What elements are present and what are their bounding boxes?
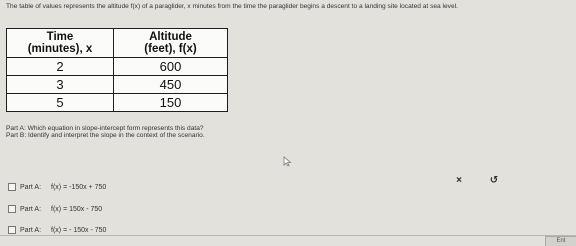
option-label: Part A:: [20, 183, 42, 191]
time-cell: 2: [7, 58, 114, 76]
altitude-column-header: [114, 29, 228, 58]
option-label: Part A:: [20, 205, 42, 213]
undo-icon: ↺: [489, 174, 499, 186]
close-icon: ×: [456, 174, 462, 186]
answer-option-2[interactable]: [8, 205, 102, 213]
answer-option-1[interactable]: [8, 183, 106, 191]
altitude-header-line2: (feet), f(x): [144, 43, 197, 55]
option-label: Part A:: [20, 226, 42, 234]
values-table: [6, 28, 228, 112]
option-equation: f(x) = -150x + 750: [51, 183, 107, 191]
answer-option-3[interactable]: [8, 226, 106, 234]
time-header-line1: Time: [46, 31, 74, 43]
time-cell: 3: [7, 76, 114, 94]
close-button[interactable]: [452, 173, 466, 187]
altitude-header-line1: Altitude: [149, 31, 192, 43]
option-checkbox[interactable]: [8, 205, 16, 213]
time-cell: 5: [7, 94, 114, 112]
table-row: [7, 76, 228, 94]
altitude-cell: 600: [114, 58, 228, 76]
table-row: [7, 58, 228, 76]
altitude-cell: 450: [114, 76, 228, 94]
question-prompt: The table of values represents the altitude f(x) of a paraglider, x minutes from the time the paraglider begins a descent to a landing site located at sea level.: [6, 3, 458, 10]
option-checkbox[interactable]: [8, 183, 16, 191]
part-b-question: Part B: Identify and interpret the slope in the context of the scenario.: [6, 132, 205, 139]
table-header-row: [7, 29, 228, 58]
divider: [0, 235, 576, 236]
time-column-header: [7, 29, 114, 58]
option-checkbox[interactable]: [8, 226, 16, 234]
altitude-cell: 150: [114, 94, 228, 112]
undo-button[interactable]: [487, 173, 501, 187]
time-header-line2: (minutes), x: [27, 43, 93, 55]
part-a-question: Part A: Which equation in slope-intercept form represents this data?: [6, 125, 204, 132]
table-row: [7, 94, 228, 112]
mouse-pointer-icon: [283, 156, 292, 167]
option-equation: f(x) = - 150x - 750: [51, 226, 107, 234]
option-equation: f(x) = 150x - 750: [51, 205, 103, 213]
enter-button[interactable]: Ent: [545, 236, 576, 246]
